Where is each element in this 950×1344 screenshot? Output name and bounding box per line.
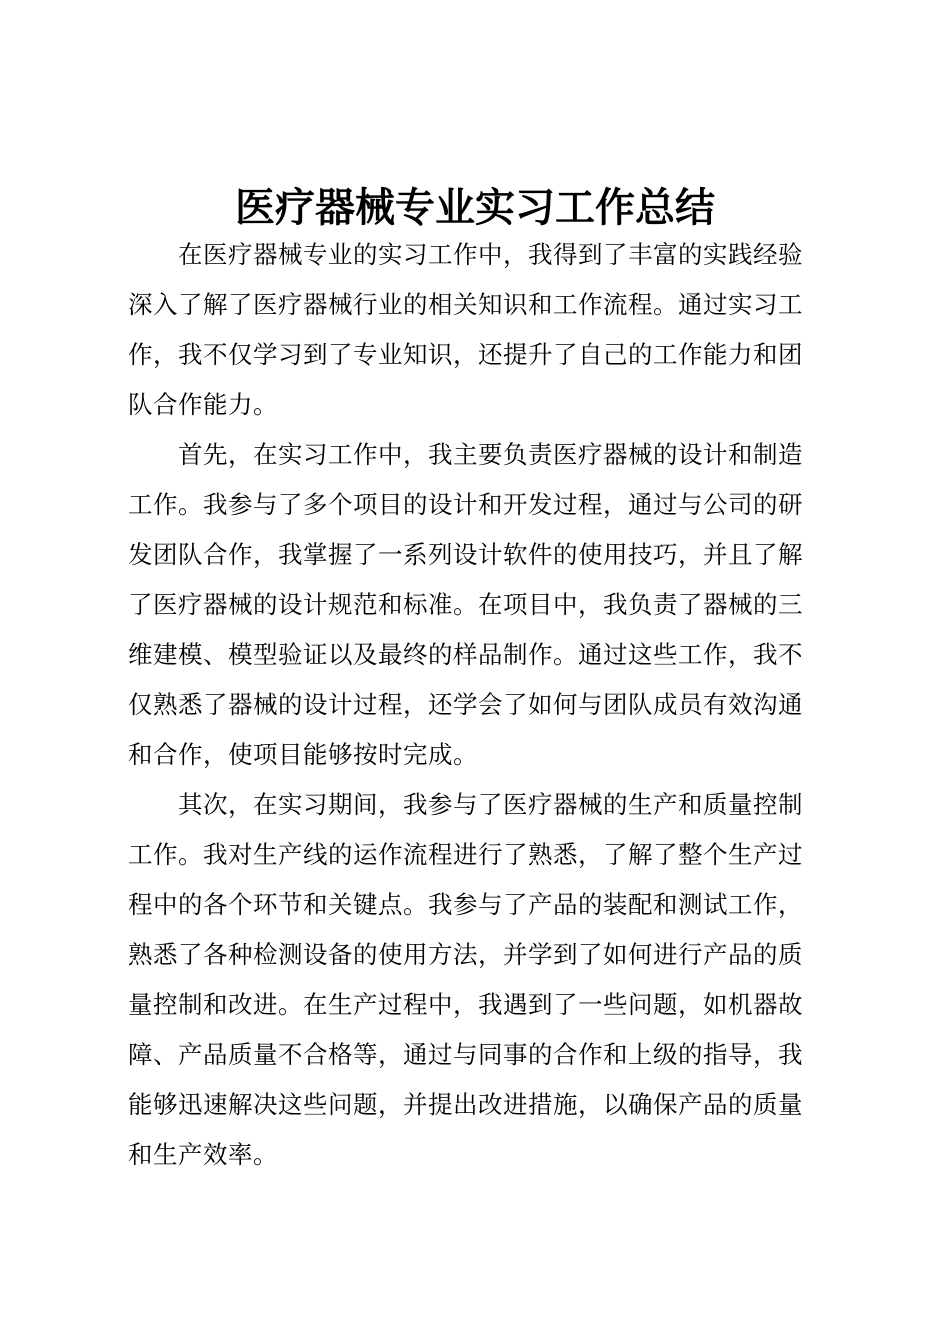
document-body [128, 230, 832, 1180]
paragraph-line: 熟悉了各种检测设备的使用方法，并学到了如何进行产品的质 [128, 940, 803, 969]
paragraph-line: 能够迅速解决这些问题，并提出改进措施，以确保产品的质量 [128, 1090, 803, 1119]
paragraph [128, 780, 832, 1180]
paragraph [128, 230, 832, 430]
paragraph-line: 维建模、模型验证以及最终的样品制作。通过这些工作，我不 [128, 640, 803, 669]
paragraph-line: 和生产效率。 [128, 1140, 278, 1169]
paragraph-line: 其次，在实习期间，我参与了医疗器械的生产和质量控制 [178, 790, 803, 819]
paragraph-line: 队合作能力。 [128, 390, 278, 419]
paragraph-line: 深入了解了医疗器械行业的相关知识和工作流程。通过实习工 [128, 290, 803, 319]
paragraph-line: 量控制和改进。在生产过程中，我遇到了一些问题，如机器故 [128, 990, 803, 1019]
paragraph-line: 障、产品质量不合格等，通过与同事的合作和上级的指导，我 [128, 1040, 803, 1069]
paragraph-line: 工作。我对生产线的运作流程进行了熟悉，了解了整个生产过 [128, 840, 803, 869]
paragraph-line: 在医疗器械专业的实习工作中，我得到了丰富的实践经验 [178, 240, 803, 269]
paragraph [128, 430, 832, 780]
paragraph-line: 了医疗器械的设计规范和标准。在项目中，我负责了器械的三 [128, 590, 803, 619]
document-title: 医疗器械专业实习工作总结 [235, 184, 715, 231]
paragraph-line: 首先，在实习工作中，我主要负责医疗器械的设计和制造 [178, 440, 803, 469]
paragraph-line: 仅熟悉了器械的设计过程，还学会了如何与团队成员有效沟通 [128, 690, 803, 719]
paragraph-line: 发团队合作，我掌握了一系列设计软件的使用技巧，并且了解 [128, 540, 803, 569]
paragraph-line: 和合作，使项目能够按时完成。 [128, 740, 478, 769]
paragraph-line: 作，我不仅学习到了专业知识，还提升了自己的工作能力和团 [128, 340, 803, 369]
paragraph-line: 工作。我参与了多个项目的设计和开发过程，通过与公司的研 [128, 490, 803, 519]
paragraph-line: 程中的各个环节和关键点。我参与了产品的装配和测试工作， [128, 890, 803, 919]
